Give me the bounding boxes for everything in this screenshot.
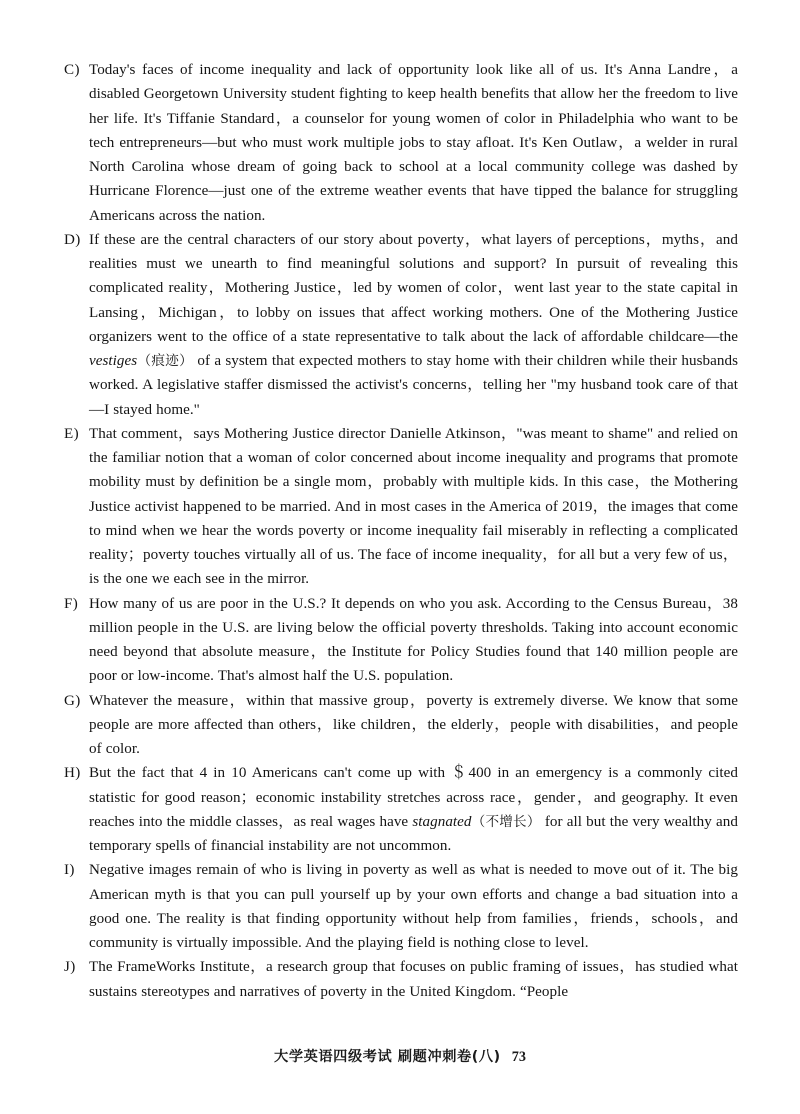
paragraph-text-g: Whatever the measure，within that massive group，poverty is extremely diverse. We know that some people are more affected than others，like children，the elderly，people with disabilities，and people of color. <box>89 692 738 757</box>
paragraph-g <box>64 689 738 762</box>
paragraph-text-j: The FrameWorks Institute，a research group that focuses on public framing of issues，has studied what sustains stereotypes and narratives of poverty in the United Kingdom. “People <box>89 959 738 1000</box>
paragraph-c <box>64 58 738 228</box>
paragraph-text-d-part1: If these are the central characters of our story about poverty，what layers of perceptions，myths，and realities must we unearth to find meaningful solutions and support? In pursuit of revealing this complicated reality，Mothering Justice，led by women of color，went last year to the state capital in Lansing，Michigan，to lobby on issues that affect working mothers. One of the Mothering Justice organizers went to the office of a state representative to talk about the lack of affordable childcare—the <box>89 231 738 345</box>
paragraph-label-e: E) <box>64 425 80 442</box>
paragraph-label-g: G) <box>64 692 81 709</box>
page-number: 73 <box>511 1049 526 1065</box>
paragraph-i <box>64 858 738 955</box>
paragraph-label-h: H) <box>64 765 81 782</box>
page-footer <box>0 1046 800 1066</box>
paragraph-text-h-part2: for all but the very wealthy and temporary spells of financial instability are not uncommon. <box>89 813 738 854</box>
paragraph-d <box>64 228 738 422</box>
paragraph-j <box>64 955 738 1004</box>
gloss-stagnated: （不增长） <box>471 813 541 830</box>
gloss-vestiges: （痕迹） <box>137 353 194 369</box>
italic-term-vestiges: vestiges <box>89 353 138 369</box>
passage-body <box>64 58 738 1004</box>
paragraph-label-c: C) <box>64 62 80 78</box>
paragraph-text-d-part2: of a system that expected mothers to stay home with their children while their husbands worked. A legislative staffer dismissed the activist's concerns，telling her "my husband took care of that—I stayed home." <box>89 353 738 418</box>
paragraph-label-f: F) <box>64 595 79 612</box>
paragraph-h <box>64 761 738 858</box>
paragraph-text-e: That comment，says Mothering Justice director Danielle Atkinson，"was meant to shame" and relied on the familiar notion that a woman of color concerned about income inequality and programs that promote mobility must by definition be a single mom，probably with multiple kids. In this case，the Mothering Justice activist happened to be married. And in most cases in the America of 2019，the images that come to mind when we hear the words poverty or income inequality fail miserably in reflecting a complicated reality；poverty touches virtually all of us. The face of income inequality，for all but a very few of us，is the one we each see in the mirror. <box>89 425 738 588</box>
paragraph-e <box>64 422 738 592</box>
paragraph-label-d: D) <box>64 231 81 248</box>
paragraph-label-j: J) <box>64 959 76 976</box>
footer-title: 大学英语四级考试 刷题冲刺卷(八) <box>274 1049 501 1065</box>
italic-term-stagnated: stagnated <box>412 813 472 830</box>
paragraph-text-h-part1: But the fact that 4 in 10 Americans can't come up with ＄400 in an emergency is a commonly cited statistic for good reason；economic instability stretches across race，gender，and geography. It even reaches into the middle classes，as real wages have <box>89 765 738 830</box>
paragraph-text-f: How many of us are poor in the U.S.? It depends on who you ask. According to the Census Bureau，38 million people in the U.S. are living below the official poverty thresholds. Taking into account economic need beyond that absolute measure，the Institute for Policy Studies found that 140 million people are poor or low-income. That's almost half the U.S. population. <box>89 595 738 685</box>
paragraph-text-c: Today's faces of income inequality and lack of opportunity look like all of us. It's Anna Landre，a disabled Georgetown University student fighting to keep health benefits that allow her the freedom to live her life. It's Tiffanie Standard，a counselor for young women of color in Philadelphia who want to be tech entrepreneurs—but who must work multiple jobs to stay afloat. It's Ken Outlaw，a welder in rural North Carolina whose dream of going back to school at a local community college was dashed by Hurricane Florence—just one of the extreme weather events that have tipped the balance for struggling Americans across the nation. <box>89 62 738 224</box>
paragraph-label-i: I) <box>64 862 75 879</box>
paragraph-text-i: Negative images remain of who is living in poverty as well as what is needed to move out of it. The big American myth is that you can pull yourself up by your own efforts and change a bad situation into a good one. The reality is that finding opportunity without help from families，friends，schools，and community is virtually impossible. And the playing field is nothing close to level. <box>89 862 738 951</box>
paragraph-f <box>64 592 738 689</box>
